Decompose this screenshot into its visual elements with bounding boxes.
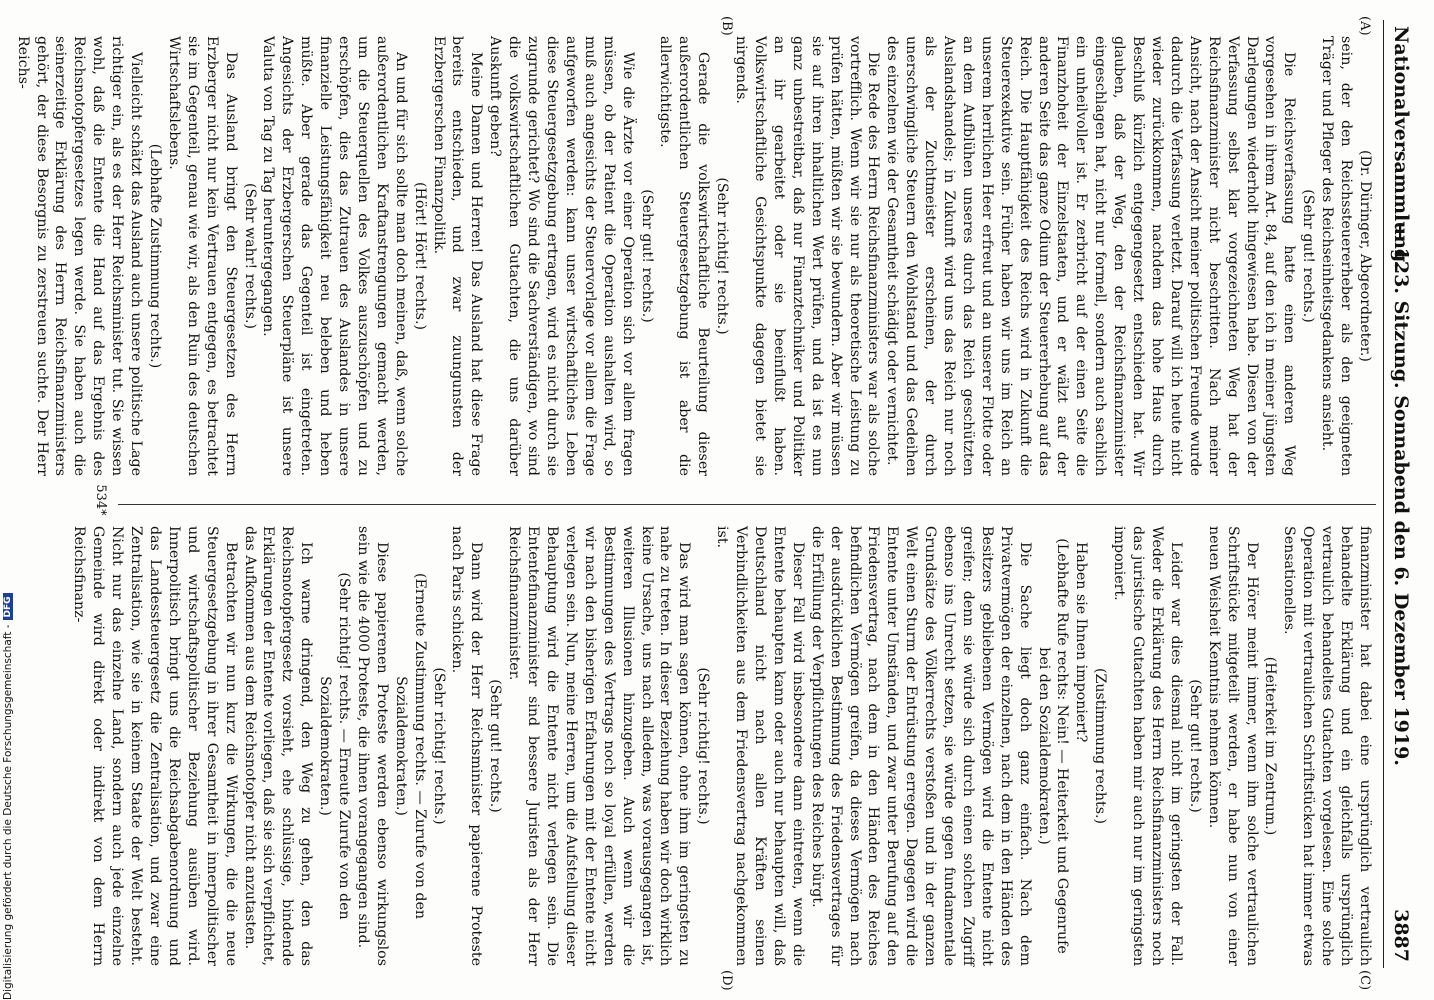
paragraph: Haben sie Ihnen imponiert? (1073, 542, 1090, 743)
interjection: (Sehr gut! rechts.) (487, 679, 504, 813)
interjection: (Sehr richtig! rechts. — Erneute Zurufe von den Sozialdemokraten.) (317, 572, 353, 920)
paragraph: Das Ausland bringt den Steuergesetzen des Herrn Erzberger nicht nur kein Vertrauen entgegen, es betrachtet sie im Gegenteil, genau wie wir, als den Ruin des deutschen Wirtschaftslebens. (165, 36, 239, 476)
page-number: 3887 (1390, 909, 1412, 962)
page-header (1383, 20, 1414, 968)
paragraph: sein, der den Reichssteuererheber als den geeigneten Träger und Pfleger des Reichseinheitsgedankens ansieht. (1319, 36, 1355, 476)
left-column (13, 36, 1374, 476)
paragraph: Ich warne dringend, den Weg zu gehen, den das Reichsnotopfergesetz vorsieht, ehe schlüssige, bindende Erklärungen der Entente vorliegen, daß sie sich verpflichtet, das Aufkommen aus dem Reichsnotopfer nicht anzutasten. (241, 526, 315, 966)
interjection: (Sehr wahr! rechts.) (241, 182, 258, 330)
paragraph: Diese papierenen Proteste werden ebenso wirkungslos sein wie die 4000 Proteste, die ihnen vorangegangen sind. (354, 526, 390, 966)
paragraph: Wie die Ärzte vor einer Operation sich vor allem fragen müssen, ob der Patient die Operation aushalten wird, so muß auch angesichts der Steuervorlage vor allem die Frage aufgeworfen werden: kann unser wirtschaftliches Leben diese Steuergesetzgebung ertragen, wird es nicht durch sie zugrunde gerichtet? Wo sind die Sachverständigen, wo sind die volkswirtschaftlichen Gutachten, die uns darüber Auskunft geben? (487, 36, 636, 476)
paragraph: Meine Damen und Herren! Das Ausland hat diese Frage bereits entschieden, und zwar zuungunsten der Erzbergerschen Finanzpolitik. (430, 36, 485, 476)
header-session: — 123. Sitzung. Sonnabend den 6. Dezember 1919. (1390, 222, 1412, 766)
interjection: (Sehr richtig! rechts.) (714, 177, 731, 335)
interjection: (Sehr gut! rechts.) (1300, 189, 1317, 323)
interjection: (Dr. Düringer, Abgeordneter.) (1357, 150, 1373, 362)
column-divider (118, 504, 1376, 505)
interjection: (Zustimmung rechts.) (1092, 667, 1109, 825)
digitization-credit (2, 593, 14, 1000)
paragraph: Betrachten wir nun kurz die Wirkungen, die die neue Steuergesetzgebung in ihrer Gesamtheit in innerpolitischer und wirtschaftspolitischer Beziehung ausüben wird. Innerpolitisch bringt uns die Reichsabgabenordnung und das Landessteuergesetz die Zentralisation, und zwar eine Zentralisation, wie sie in keinem Staate der Welt besteht. Nicht nur das einzelne Land, sondern auch jede einzelne Gemeinde wird direkt oder indirekt von dem Herrn Reichsfinanz- (71, 526, 239, 966)
interjection: (Heiterkeit im Zentrum.) (1262, 656, 1279, 836)
interjection: (Erneute Zustimmung rechts. — Zurufe von den Sozialdemokraten.) (392, 572, 428, 920)
header-title: Nationalversammlung. (1390, 26, 1412, 269)
paragraph: Die Rede des Herrn Reichsfinanzministers war als solche vortrefflich. Wenn wir sie nur als theoretische Leistung zu prüfen hätten, müßten wir sie bewundern. Aber wir müssen sie auf ihren inhaltlichen Wert prüfen, und da ist es nun ganz unbestreitbar, daß nur Finanztechniker und Politiker an ihr gearbeitet oder sie beeinflußt haben. Volkswirtschaftliche Gesichtspunkte dagegen bietet sie nirgends. (733, 36, 882, 476)
paragraph: Vielleicht schätzt das Ausland auch unsere politische Lage richtiger ein, als es der Herr Reichsminister tut. Sie wissen wohl, daß die Entente die Hand auf das Ergebnis des Reichsnotopfergesetzes legen werde. Sie haben auch die seinerzeitige Erklärung des Herrn Reichsfinanzministers gehört, der diese Besorgnis zu zerstreuen suchte. Der Herr Reichs- (14, 36, 145, 476)
interjection: (Sehr gut! rechts.) (1186, 679, 1203, 813)
paragraph: Die Sache liegt doch ganz einfach. Nach dem Privatvermögen der einzelnen, nach dem in den Händen des Besitzers gebliebenen Vermögen wird die Entente nicht greifen; denn sie würde sich durch einen solchen Zugriff ebenso ins Unrecht setzen, sie würde gegen fundamentale Grundsätze des Völkerrechts verstoßen und in der ganzen Welt einen Sturm der Entrüstung erregen. Dagegen wird die Entente unter Umständen, und zwar unter Berufung auf den Friedensvertrag, nach dem in den Händen des Reiches befindlichen Vermögen greifen, da dieses Vermögen nach der ausdrücklichen Bestimmung des Friedensvertrages für die Erfüllung der Verpflichtungen des Reiches bürgt. (808, 526, 1033, 966)
interjection: (Lebhafte Rufe rechts: Nein! — Heiterkeit und Gegenrufe bei den Sozialdemokraten.) (1035, 538, 1071, 954)
margin-letter-a: (A) (1357, 16, 1372, 36)
paragraph: Dann wird der Herr Reichsminister papierene Proteste nach Paris schicken. (449, 526, 485, 966)
paragraph: Dieser Fall wird insbesondere dann eintreten, wenn die Entente behaupten kann oder auch nur behaupten will, daß Deutschland nicht nach allen Kräften seinen Verbindlichkeiten aus dem Friedensvertrag nachgekommen ist. (714, 526, 806, 966)
interjection: (Hört! Hört! rechts.) (411, 181, 428, 331)
right-column (69, 526, 1374, 966)
paragraph: finanzminister hat dabei eine ursprünglich vertraulich behandelte Erklärung und ein gleichfalls ursprünglich vertraulich behandeltes Gutachten vorgelesen. Eine solche Operation mit vertraulichen Schriftstücken hat immer etwas Sensationelles. (1281, 526, 1373, 966)
dfg-logo: DFG (3, 593, 13, 620)
margin-letter-b: (B) (719, 16, 734, 36)
margin-letter-d: (D) (719, 970, 734, 991)
credit-text: Digitalisierung gefördert durch die Deutsche Forschungsgemeinschaft - (2, 624, 14, 1000)
paragraph: Gerade die volkswirtschaftliche Beurteilung dieser außerordentlichen Steuergesetzgebung ist aber die allerwichtigste. (657, 36, 712, 476)
paragraph: An und für sich sollte man doch meinen, daß, wenn solche außerordentlichen Kraftanstrengungen gemacht werden, um die Steuerquellen des Volkes auszuschöpfen und zu erschöpfen, dies das Zutrauen des Auslandes in unsere finanzielle Leistungsfähigkeit neu beleben und heben müßte. Aber gerade das Gegenteil ist eingetreten. Angesichts der Erzbergerschen Steuerpläne ist unsere Valuta von Tag zu Tag heruntergegangen. (260, 36, 409, 476)
interjection: (Sehr richtig! rechts.) (430, 667, 447, 825)
paragraph: Die Reichsverfassung hatte einen anderen Weg vorgesehen in ihrem Art. 84, auf den ich in meiner jüngsten Darlegungen wiederholt hingewiesen habe. Diesen von der Verfassung selbst klar vorgezeichneten Weg hat der Reichsfinanzminister nicht beschritten. Nach meiner Ansicht, nach der Ansicht meiner politischen Freunde wurde dadurch die Verfassung verletzt. Darauf will ich heute nicht wieder zurückkommen, nachdem das hohe Haus durch Beschluß kürzlich entgegengesetzt entschieden hat. Wir glauben, daß der Weg, den der Reichsfinanzminister eingeschlagen hat, nicht nur formell, sondern auch sachlich ein unheilvoller ist. Er zerbricht auf der einen Seite die Finanzhoheit der Einzelstaaten, und er wälzt auf der anderen Seite das ganze Odium der Steuererhebung auf das Reich. Die Hauptfähigkeit des Reichs wird in Zukunft die Steuerexekutive sein. Früher haben wir uns im Reich an unserem herrlichen Heer erfreut und an unserer Flotte oder an dem Aufblühen unseres durch das Reich geschützten Auslandshandels; in Zukunft wird uns das Reich nur noch als der Zuchtmeister erscheinen, der durch unerschwingliche Steuern den Wohlstand und das Gedeihen des einzelnen wie der Gesamtheit schädigt oder vernichtet. (884, 36, 1298, 476)
interjection: (Sehr richtig! rechts.) (695, 667, 712, 825)
paragraph: Der Hörer meint immer, wenn ihm solche vertraulichen Schriftstücke mitgeteilt werden, er habe nun von einer neuen Weisheit Kenntnis nehmen können. (1205, 526, 1260, 966)
interjection: (Sehr gut! rechts.) (638, 189, 655, 323)
page-footer-number: 534* (93, 484, 108, 516)
margin-letter-c: (C) (1357, 970, 1372, 991)
interjection: (Lebhafte Zustimmung rechts.) (147, 143, 163, 369)
paragraph: Das wird man sagen können, ohne ihm im geringsten zu nahe zu treten. In dieser Beziehung haben wir doch wirklich keine Ursache, uns nach alledem, was vorausgegangen ist, weiteren Illusionen hinzugeben. Auch wenn wir die Bestimmungen des Vertrags noch so loyal erfüllen, werden wir nach den bisherigen Erfahrungen mit der Entente nicht verlegen sein. Nun, meine Herren, um die Aufstellung dieser Behauptung wird die Entente nicht verlegen sein. Die Ententefinanzminister sind bessere Juristen als der Herr Reichsfinanzminister. (506, 526, 693, 966)
paragraph: Leider war dies diesmal nicht im geringsten der Fall. Weder die Erklärung des Herrn Reichsfinanzministers noch das juristische Gutachten haben mir auch nur im geringsten imponiert. (1111, 526, 1184, 966)
